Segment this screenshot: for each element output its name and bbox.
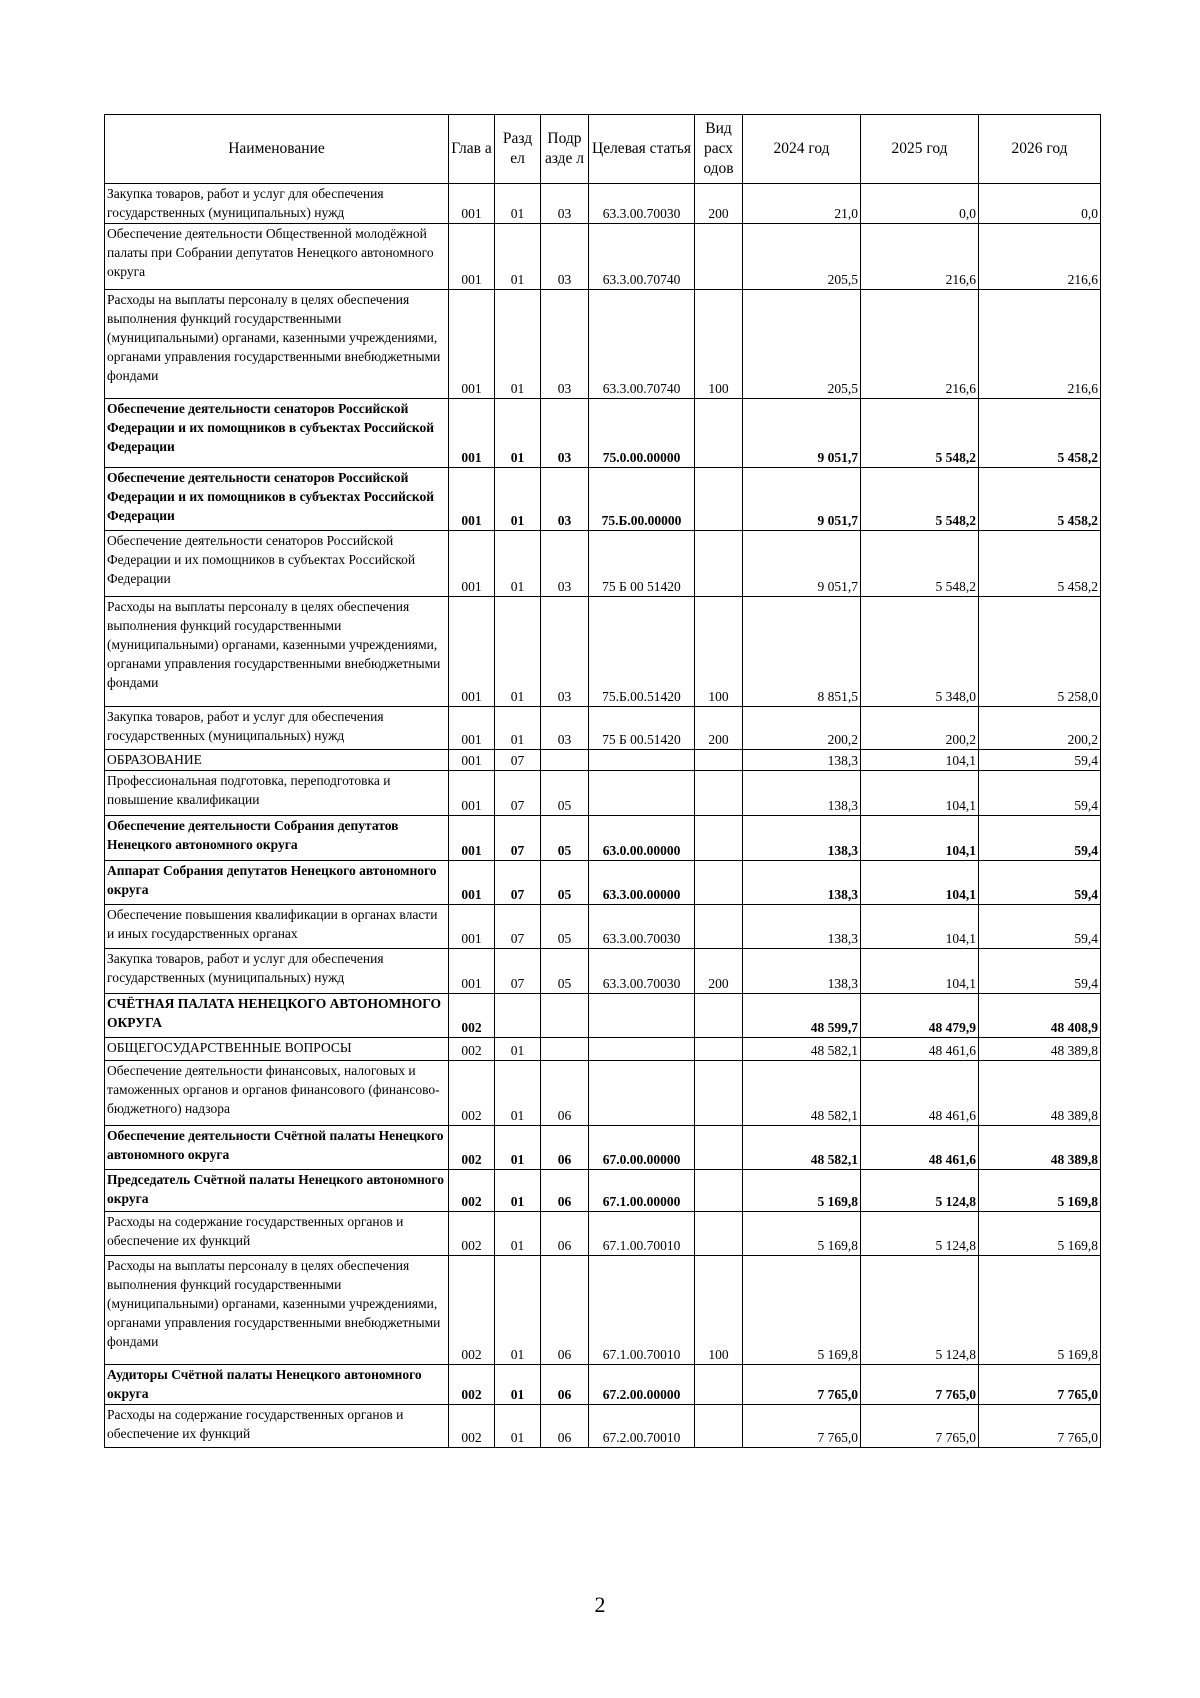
cell-podrazdel: 03 xyxy=(541,184,589,224)
cell-2024: 138,3 xyxy=(743,750,861,771)
cell-razdel: 07 xyxy=(495,816,541,861)
cell-target-article xyxy=(589,1038,695,1061)
cell-podrazdel: 03 xyxy=(541,531,589,597)
cell-expense-type xyxy=(695,994,743,1038)
cell-2024: 48 582,1 xyxy=(743,1038,861,1061)
cell-2026: 5 169,8 xyxy=(979,1212,1101,1256)
cell-target-article: 63.3.00.70030 xyxy=(589,184,695,224)
cell-2025: 104,1 xyxy=(861,750,979,771)
cell-podrazdel xyxy=(541,750,589,771)
cell-razdel: 01 xyxy=(495,1170,541,1212)
cell-target-article: 63.3.00.00000 xyxy=(589,861,695,905)
cell-2025: 7 765,0 xyxy=(861,1365,979,1405)
cell-target-article xyxy=(589,1061,695,1126)
table-body xyxy=(105,184,1101,1448)
cell-2026: 216,6 xyxy=(979,224,1101,290)
cell-razdel: 01 xyxy=(495,531,541,597)
cell-expense-type xyxy=(695,750,743,771)
cell-2025: 104,1 xyxy=(861,861,979,905)
table-row xyxy=(105,1365,1101,1405)
header-2024: 2024 год xyxy=(743,115,861,184)
table-row xyxy=(105,184,1101,224)
header-row xyxy=(105,115,1101,184)
cell-target-article: 63.3.00.70740 xyxy=(589,290,695,399)
cell-razdel: 01 xyxy=(495,1212,541,1256)
table-row xyxy=(105,1405,1101,1448)
cell-podrazdel: 06 xyxy=(541,1061,589,1126)
cell-2026: 59,4 xyxy=(979,816,1101,861)
cell-target-article: 75 Б 00 51420 xyxy=(589,531,695,597)
cell-glava: 002 xyxy=(449,1212,495,1256)
cell-expense-type xyxy=(695,1126,743,1170)
cell-target-article: 67.2.00.00000 xyxy=(589,1365,695,1405)
cell-2026: 48 389,8 xyxy=(979,1038,1101,1061)
cell-2025: 5 548,2 xyxy=(861,399,979,468)
cell-razdel: 07 xyxy=(495,750,541,771)
cell-2024: 48 582,1 xyxy=(743,1061,861,1126)
cell-2024: 205,5 xyxy=(743,290,861,399)
cell-glava: 002 xyxy=(449,1061,495,1126)
table-row xyxy=(105,1212,1101,1256)
cell-podrazdel: 05 xyxy=(541,949,589,994)
table-header xyxy=(105,115,1101,184)
table-row xyxy=(105,1170,1101,1212)
cell-podrazdel: 06 xyxy=(541,1170,589,1212)
cell-2025: 48 461,6 xyxy=(861,1038,979,1061)
row-name: Расходы на содержание государственных органов и обеспечение их функций xyxy=(105,1405,449,1448)
cell-2024: 138,3 xyxy=(743,771,861,816)
cell-expense-type xyxy=(695,531,743,597)
cell-2025: 216,6 xyxy=(861,290,979,399)
header-podrazdel: Подр азде л xyxy=(541,115,589,184)
table-row xyxy=(105,1038,1101,1061)
table-row xyxy=(105,905,1101,949)
row-name: Обеспечение деятельности Собрания депутатов Ненецкого автономного округа xyxy=(105,816,449,861)
cell-2025: 216,6 xyxy=(861,224,979,290)
cell-2025: 5 124,8 xyxy=(861,1212,979,1256)
cell-razdel: 01 xyxy=(495,1256,541,1365)
table-row xyxy=(105,290,1101,399)
cell-expense-type xyxy=(695,224,743,290)
cell-expense-type: 200 xyxy=(695,184,743,224)
cell-target-article: 75 Б 00.51420 xyxy=(589,707,695,750)
table-row xyxy=(105,531,1101,597)
cell-razdel: 01 xyxy=(495,1061,541,1126)
cell-2026: 48 389,8 xyxy=(979,1126,1101,1170)
row-name: Аудиторы Счётной палаты Ненецкого автономного округа xyxy=(105,1365,449,1405)
cell-glava: 001 xyxy=(449,750,495,771)
cell-expense-type xyxy=(695,771,743,816)
row-name: Обеспечение деятельности сенаторов Российской Федерации и их помощников в субъектах Российской Федерации xyxy=(105,399,449,468)
cell-2025: 48 461,6 xyxy=(861,1061,979,1126)
table-row xyxy=(105,468,1101,531)
table-row xyxy=(105,994,1101,1038)
row-name: Обеспечение деятельности финансовых, налоговых и таможенных органов и органов финансового (финансово-бюджетного) надзора xyxy=(105,1061,449,1126)
table-row xyxy=(105,771,1101,816)
cell-2024: 9 051,7 xyxy=(743,531,861,597)
cell-razdel: 01 xyxy=(495,184,541,224)
cell-podrazdel xyxy=(541,1038,589,1061)
cell-podrazdel: 03 xyxy=(541,290,589,399)
cell-razdel: 07 xyxy=(495,949,541,994)
cell-2025: 5 124,8 xyxy=(861,1170,979,1212)
cell-target-article: 67.1.00.70010 xyxy=(589,1256,695,1365)
cell-2025: 104,1 xyxy=(861,949,979,994)
cell-podrazdel: 05 xyxy=(541,816,589,861)
cell-razdel: 01 xyxy=(495,1365,541,1405)
table-row xyxy=(105,1061,1101,1126)
cell-2024: 9 051,7 xyxy=(743,468,861,531)
cell-razdel xyxy=(495,994,541,1038)
cell-2026: 5 258,0 xyxy=(979,597,1101,707)
cell-glava: 002 xyxy=(449,1365,495,1405)
cell-2024: 21,0 xyxy=(743,184,861,224)
cell-2025: 104,1 xyxy=(861,905,979,949)
cell-2025: 5 348,0 xyxy=(861,597,979,707)
cell-target-article: 67.1.00.00000 xyxy=(589,1170,695,1212)
row-name: Профессиональная подготовка, переподготовка и повышение квалификации xyxy=(105,771,449,816)
row-name: Обеспечение деятельности Счётной палаты Ненецкого автономного округа xyxy=(105,1126,449,1170)
cell-razdel: 01 xyxy=(495,224,541,290)
table-row xyxy=(105,1126,1101,1170)
cell-target-article: 75.0.00.00000 xyxy=(589,399,695,468)
cell-2025: 5 548,2 xyxy=(861,531,979,597)
cell-target-article xyxy=(589,750,695,771)
table-row xyxy=(105,707,1101,750)
table-row xyxy=(105,399,1101,468)
cell-2026: 59,4 xyxy=(979,750,1101,771)
cell-expense-type: 200 xyxy=(695,949,743,994)
cell-target-article: 67.1.00.70010 xyxy=(589,1212,695,1256)
cell-glava: 001 xyxy=(449,468,495,531)
cell-target-article xyxy=(589,771,695,816)
cell-2024: 205,5 xyxy=(743,224,861,290)
cell-expense-type xyxy=(695,1170,743,1212)
header-2025: 2025 год xyxy=(861,115,979,184)
row-name: Расходы на содержание государственных органов и обеспечение их функций xyxy=(105,1212,449,1256)
cell-2025: 5 124,8 xyxy=(861,1256,979,1365)
row-name: Аппарат Собрания депутатов Ненецкого автономного округа xyxy=(105,861,449,905)
cell-2026: 5 169,8 xyxy=(979,1256,1101,1365)
cell-podrazdel: 03 xyxy=(541,597,589,707)
cell-target-article: 63.3.00.70740 xyxy=(589,224,695,290)
cell-glava: 001 xyxy=(449,290,495,399)
table-row xyxy=(105,750,1101,771)
cell-2025: 48 479,9 xyxy=(861,994,979,1038)
cell-2026: 5 169,8 xyxy=(979,1170,1101,1212)
cell-podrazdel: 06 xyxy=(541,1256,589,1365)
cell-glava: 001 xyxy=(449,707,495,750)
table-row xyxy=(105,949,1101,994)
cell-target-article: 67.2.00.70010 xyxy=(589,1405,695,1448)
header-razdel: Разд ел xyxy=(495,115,541,184)
cell-podrazdel: 03 xyxy=(541,224,589,290)
row-name: Закупка товаров, работ и услуг для обеспечения государственных (муниципальных) нужд xyxy=(105,949,449,994)
table-row xyxy=(105,597,1101,707)
cell-2026: 59,4 xyxy=(979,771,1101,816)
row-name: Закупка товаров, работ и услуг для обеспечения государственных (муниципальных) нужд xyxy=(105,707,449,750)
cell-expense-type xyxy=(695,1365,743,1405)
cell-glava: 001 xyxy=(449,905,495,949)
cell-2024: 48 599,7 xyxy=(743,994,861,1038)
cell-podrazdel xyxy=(541,994,589,1038)
cell-2024: 9 051,7 xyxy=(743,399,861,468)
cell-2026: 5 458,2 xyxy=(979,468,1101,531)
cell-expense-type: 100 xyxy=(695,1256,743,1365)
cell-2024: 138,3 xyxy=(743,905,861,949)
cell-expense-type xyxy=(695,1212,743,1256)
cell-2026: 5 458,2 xyxy=(979,531,1101,597)
row-name: ОБРАЗОВАНИЕ xyxy=(105,750,449,771)
cell-2025: 104,1 xyxy=(861,771,979,816)
cell-2026: 5 458,2 xyxy=(979,399,1101,468)
cell-target-article: 75.Б.00.00000 xyxy=(589,468,695,531)
table-row xyxy=(105,861,1101,905)
cell-expense-type xyxy=(695,468,743,531)
cell-glava: 001 xyxy=(449,224,495,290)
cell-2025: 0,0 xyxy=(861,184,979,224)
cell-podrazdel: 06 xyxy=(541,1405,589,1448)
cell-2024: 8 851,5 xyxy=(743,597,861,707)
cell-2025: 5 548,2 xyxy=(861,468,979,531)
cell-podrazdel: 03 xyxy=(541,399,589,468)
row-name: СЧЁТНАЯ ПАЛАТА НЕНЕЦКОГО АВТОНОМНОГО ОКРУГА xyxy=(105,994,449,1038)
cell-expense-type xyxy=(695,399,743,468)
header-2026: 2026 год xyxy=(979,115,1101,184)
cell-razdel: 07 xyxy=(495,905,541,949)
cell-expense-type xyxy=(695,816,743,861)
cell-podrazdel: 03 xyxy=(541,707,589,750)
cell-2025: 104,1 xyxy=(861,816,979,861)
cell-podrazdel: 06 xyxy=(541,1126,589,1170)
header-glava: Глав а xyxy=(449,115,495,184)
cell-razdel: 01 xyxy=(495,1126,541,1170)
cell-glava: 001 xyxy=(449,861,495,905)
row-name: Обеспечение повышения квалификации в органах власти и иных государственных органах xyxy=(105,905,449,949)
cell-razdel: 01 xyxy=(495,597,541,707)
row-name: Председатель Счётной палаты Ненецкого автономного округа xyxy=(105,1170,449,1212)
cell-podrazdel: 06 xyxy=(541,1365,589,1405)
cell-razdel: 01 xyxy=(495,707,541,750)
row-name: Обеспечение деятельности Общественной молодёжной палаты при Собрании депутатов Ненецкого автономного округа xyxy=(105,224,449,290)
cell-podrazdel: 05 xyxy=(541,771,589,816)
cell-razdel: 01 xyxy=(495,290,541,399)
cell-glava: 002 xyxy=(449,1170,495,1212)
cell-2024: 5 169,8 xyxy=(743,1170,861,1212)
page-number: 2 xyxy=(594,1592,606,1617)
cell-2024: 200,2 xyxy=(743,707,861,750)
cell-expense-type xyxy=(695,861,743,905)
table-row xyxy=(105,224,1101,290)
cell-razdel: 01 xyxy=(495,468,541,531)
cell-2026: 0,0 xyxy=(979,184,1101,224)
cell-expense-type xyxy=(695,1405,743,1448)
cell-razdel: 01 xyxy=(495,1038,541,1061)
row-name: Расходы на выплаты персоналу в целях обеспечения выполнения функций государственными (муниципальными) органами, казенными учреждениями, органами управления государственными внебюджетными фондами xyxy=(105,597,449,707)
cell-2026: 7 765,0 xyxy=(979,1405,1101,1448)
cell-glava: 002 xyxy=(449,1256,495,1365)
cell-target-article xyxy=(589,994,695,1038)
cell-2024: 7 765,0 xyxy=(743,1365,861,1405)
cell-2024: 7 765,0 xyxy=(743,1405,861,1448)
cell-2026: 59,4 xyxy=(979,949,1101,994)
row-name: Закупка товаров, работ и услуг для обеспечения государственных (муниципальных) нужд xyxy=(105,184,449,224)
cell-expense-type: 100 xyxy=(695,290,743,399)
cell-expense-type: 200 xyxy=(695,707,743,750)
header-name: Наименование xyxy=(105,115,449,184)
cell-2026: 59,4 xyxy=(979,861,1101,905)
cell-expense-type: 100 xyxy=(695,597,743,707)
cell-razdel: 07 xyxy=(495,771,541,816)
cell-razdel: 07 xyxy=(495,861,541,905)
budget-table xyxy=(104,114,1101,1448)
cell-glava: 001 xyxy=(449,771,495,816)
cell-2024: 5 169,8 xyxy=(743,1212,861,1256)
cell-2024: 138,3 xyxy=(743,861,861,905)
cell-2026: 200,2 xyxy=(979,707,1101,750)
cell-2026: 48 389,8 xyxy=(979,1061,1101,1126)
cell-glava: 002 xyxy=(449,994,495,1038)
cell-glava: 002 xyxy=(449,1405,495,1448)
cell-razdel: 01 xyxy=(495,1405,541,1448)
cell-target-article: 63.0.00.00000 xyxy=(589,816,695,861)
cell-2024: 138,3 xyxy=(743,949,861,994)
cell-2025: 7 765,0 xyxy=(861,1405,979,1448)
table-row xyxy=(105,1256,1101,1365)
cell-2025: 200,2 xyxy=(861,707,979,750)
row-name: Расходы на выплаты персоналу в целях обеспечения выполнения функций государственными (муниципальными) органами, казенными учреждениями, органами управления государственными внебюджетными фондами xyxy=(105,1256,449,1365)
cell-podrazdel: 03 xyxy=(541,468,589,531)
row-name: Расходы на выплаты персоналу в целях обеспечения выполнения функций государственными (муниципальными) органами, казенными учреждениями, органами управления государственными внебюджетными фондами xyxy=(105,290,449,399)
cell-2026: 59,4 xyxy=(979,905,1101,949)
cell-podrazdel: 06 xyxy=(541,1212,589,1256)
cell-glava: 001 xyxy=(449,597,495,707)
cell-target-article: 63.3.00.70030 xyxy=(589,949,695,994)
cell-glava: 001 xyxy=(449,531,495,597)
table-row xyxy=(105,816,1101,861)
row-name: Обеспечение деятельности сенаторов Российской Федерации и их помощников в субъектах Российской Федерации xyxy=(105,468,449,531)
cell-2024: 48 582,1 xyxy=(743,1126,861,1170)
cell-glava: 001 xyxy=(449,399,495,468)
cell-glava: 001 xyxy=(449,949,495,994)
cell-2026: 48 408,9 xyxy=(979,994,1101,1038)
cell-glava: 001 xyxy=(449,184,495,224)
cell-2025: 48 461,6 xyxy=(861,1126,979,1170)
cell-podrazdel: 05 xyxy=(541,861,589,905)
cell-expense-type xyxy=(695,1061,743,1126)
cell-target-article: 63.3.00.70030 xyxy=(589,905,695,949)
cell-target-article: 75.Б.00.51420 xyxy=(589,597,695,707)
cell-glava: 001 xyxy=(449,816,495,861)
row-name: ОБЩЕГОСУДАРСТВЕННЫЕ ВОПРОСЫ xyxy=(105,1038,449,1061)
cell-2024: 5 169,8 xyxy=(743,1256,861,1365)
cell-target-article: 67.0.00.00000 xyxy=(589,1126,695,1170)
cell-expense-type xyxy=(695,905,743,949)
cell-2024: 138,3 xyxy=(743,816,861,861)
cell-2026: 7 765,0 xyxy=(979,1365,1101,1405)
cell-glava: 002 xyxy=(449,1038,495,1061)
cell-2026: 216,6 xyxy=(979,290,1101,399)
cell-razdel: 01 xyxy=(495,399,541,468)
header-expense-type: Вид расх одов xyxy=(695,115,743,184)
cell-podrazdel: 05 xyxy=(541,905,589,949)
row-name: Обеспечение деятельности сенаторов Российской Федерации и их помощников в субъектах Российской Федерации xyxy=(105,531,449,597)
header-target-article: Целевая статья xyxy=(589,115,695,184)
cell-glava: 002 xyxy=(449,1126,495,1170)
cell-expense-type xyxy=(695,1038,743,1061)
